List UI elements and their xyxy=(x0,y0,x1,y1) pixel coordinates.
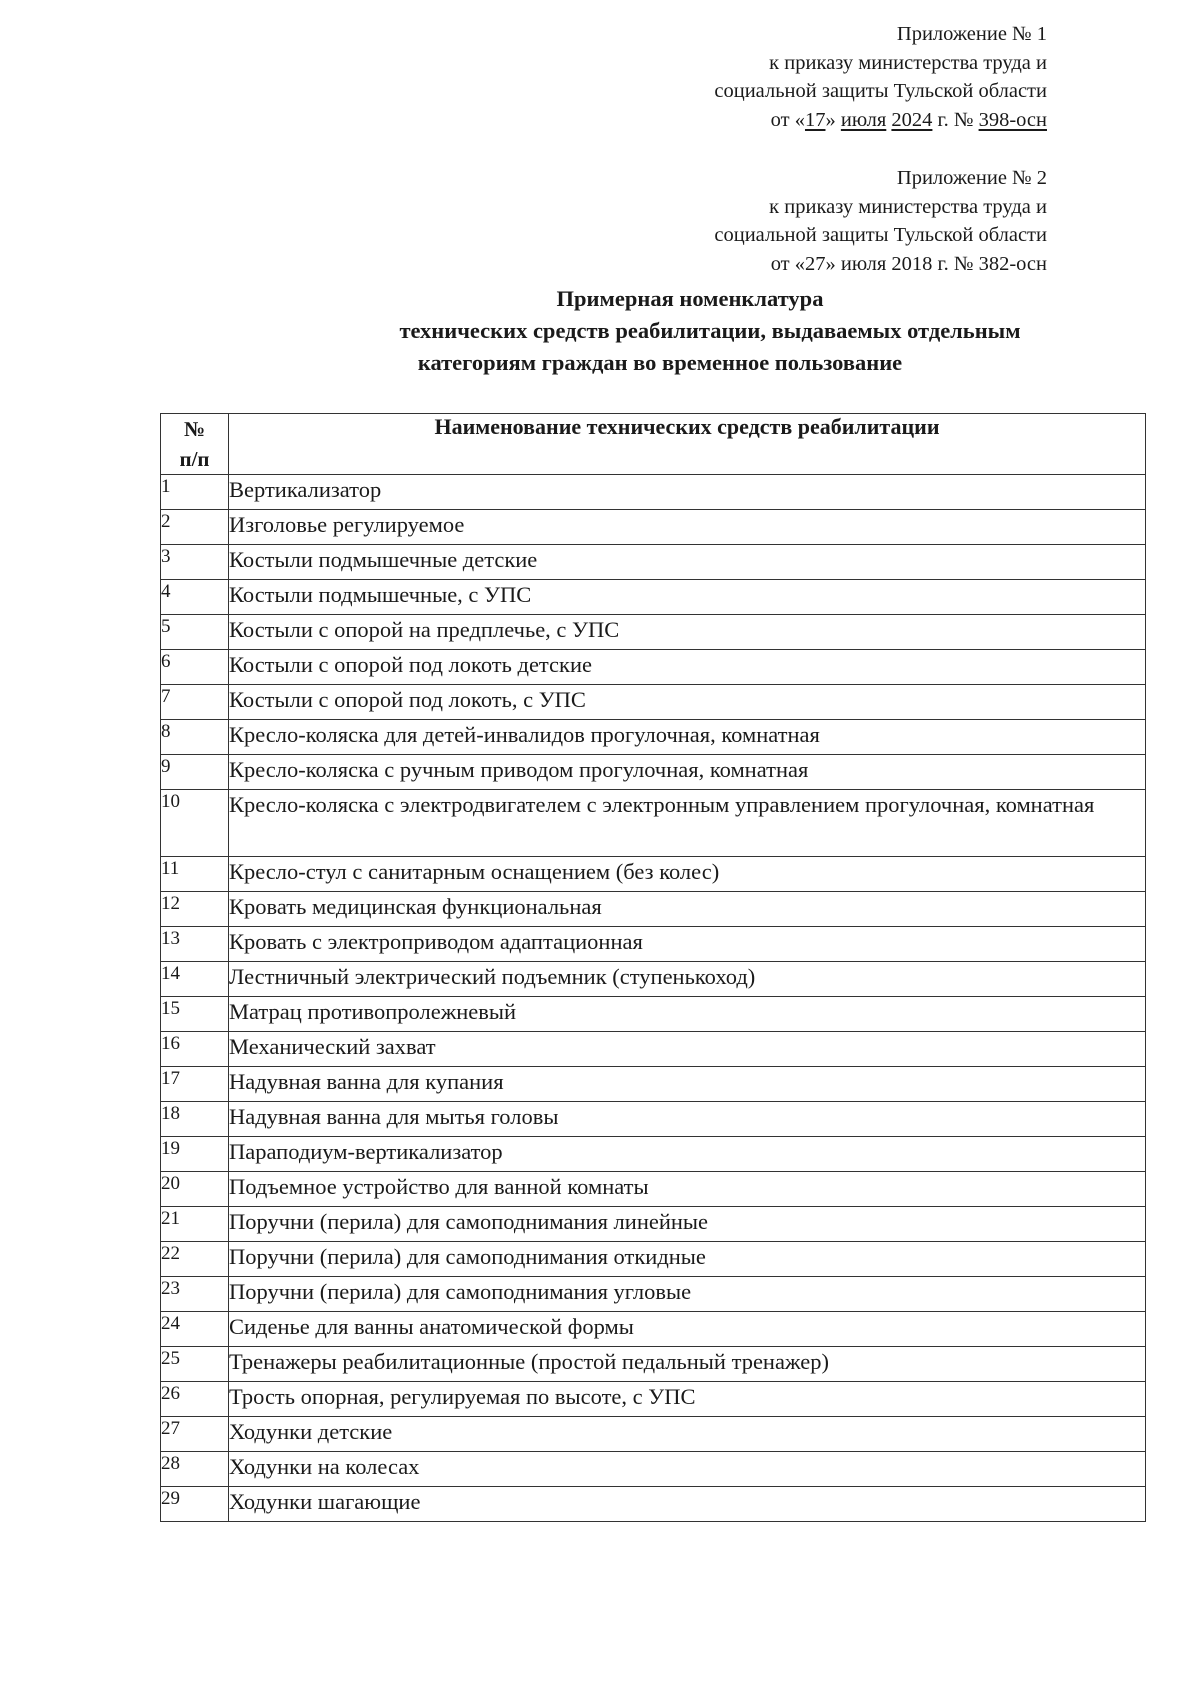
table-row xyxy=(161,1452,1146,1487)
table-row xyxy=(161,580,1146,615)
row-number: 2 xyxy=(161,510,229,545)
row-number: 25 xyxy=(161,1347,229,1382)
row-equipment-name: Надувная ванна для купания xyxy=(229,1067,1146,1102)
row-number: 14 xyxy=(161,962,229,997)
annex-1-date-suffix: г. № xyxy=(932,108,979,131)
document-title-line-2: технических средств реабилитации, выдаваемых отдельным xyxy=(399,318,1021,343)
table-row xyxy=(161,1102,1146,1137)
row-equipment-name: Ходунки шагающие xyxy=(229,1487,1146,1522)
annex-1-order-number: 398-осн xyxy=(978,108,1047,131)
row-number: 10 xyxy=(161,790,229,857)
row-equipment-name: Кровать медицинская функциональная xyxy=(229,892,1146,927)
row-equipment-name: Костыли подмышечные, с УПС xyxy=(229,580,1146,615)
table-row xyxy=(161,857,1146,892)
row-number: 29 xyxy=(161,1487,229,1522)
row-equipment-name: Тренажеры реабилитационные (простой педальный тренажер) xyxy=(229,1347,1146,1382)
annex-2-date-line: от «27» июля 2018 г. № 382-осн xyxy=(770,252,1047,275)
annex-1-header xyxy=(714,20,1047,134)
row-equipment-name: Поручни (перила) для самоподнимания откидные xyxy=(229,1242,1146,1277)
table-row xyxy=(161,1137,1146,1172)
row-number: 12 xyxy=(161,892,229,927)
annex-1-date-month: июля xyxy=(840,108,887,131)
annex-1-date-year: 2024 xyxy=(891,108,933,131)
row-equipment-name: Лестничный электрический подъемник (ступенькоход) xyxy=(229,962,1146,997)
table-body xyxy=(161,475,1146,1522)
annex-1-line-3: социальной защиты Тульской области xyxy=(714,80,1047,102)
row-number: 9 xyxy=(161,755,229,790)
annex-1-title: Приложение № 1 xyxy=(896,23,1047,45)
row-number: 6 xyxy=(161,650,229,685)
row-equipment-name: Подъемное устройство для ванной комнаты xyxy=(229,1172,1146,1207)
document-title xyxy=(290,283,1090,379)
row-number: 13 xyxy=(161,927,229,962)
row-equipment-name: Изголовье регулируемое xyxy=(229,510,1146,545)
table-row xyxy=(161,790,1146,857)
row-equipment-name: Поручни (перила) для самоподнимания угловые xyxy=(229,1277,1146,1312)
row-equipment-name: Кресло-коляска с ручным приводом прогулочная, комнатная xyxy=(229,755,1146,790)
row-number: 17 xyxy=(161,1067,229,1102)
row-equipment-name: Поручни (перила) для самоподнимания линейные xyxy=(229,1207,1146,1242)
table-row xyxy=(161,1277,1146,1312)
annex-1-date-day: 17 xyxy=(804,108,826,131)
column-header-number-sign: № xyxy=(183,417,206,441)
row-number: 5 xyxy=(161,615,229,650)
table-row xyxy=(161,685,1146,720)
annex-1-date-prefix: от « xyxy=(770,108,805,131)
row-equipment-name: Кресло-коляска с электродвигателем с электронным управлением прогулочная, комнатная xyxy=(229,790,1146,857)
row-equipment-name: Сиденье для ванны анатомической формы xyxy=(229,1312,1146,1347)
row-equipment-name: Матрац противопролежневый xyxy=(229,997,1146,1032)
table-row xyxy=(161,1242,1146,1277)
column-header-number-abbr: п/п xyxy=(179,447,210,471)
document-title-line-3: категориям граждан во временное пользование xyxy=(417,350,903,375)
annex-2-line-3: социальной защиты Тульской области xyxy=(714,224,1047,246)
table-row xyxy=(161,962,1146,997)
table-row xyxy=(161,1312,1146,1347)
row-equipment-name: Вертикализатор xyxy=(229,475,1146,510)
table-row xyxy=(161,1347,1146,1382)
table-row xyxy=(161,1417,1146,1452)
annex-1-line-2: к приказу министерства труда и xyxy=(769,51,1047,74)
annex-2-header xyxy=(714,164,1047,278)
table-row xyxy=(161,545,1146,580)
row-equipment-name: Костыли с опорой под локоть, с УПС xyxy=(229,685,1146,720)
row-equipment-name: Надувная ванна для мытья головы xyxy=(229,1102,1146,1137)
row-number: 26 xyxy=(161,1382,229,1417)
row-equipment-name: Ходунки детские xyxy=(229,1417,1146,1452)
row-equipment-name: Костыли с опорой под локоть детские xyxy=(229,650,1146,685)
table-row xyxy=(161,997,1146,1032)
table-row xyxy=(161,650,1146,685)
row-number: 7 xyxy=(161,685,229,720)
row-number: 21 xyxy=(161,1207,229,1242)
annex-2-title: Приложение № 2 xyxy=(896,167,1047,189)
row-number: 8 xyxy=(161,720,229,755)
row-equipment-name: Кресло-стул с санитарным оснащением (без колес) xyxy=(229,857,1146,892)
column-header-number xyxy=(161,414,229,475)
table-header-row xyxy=(161,414,1146,475)
row-equipment-name: Ходунки на колесах xyxy=(229,1452,1146,1487)
row-equipment-name: Кресло-коляска для детей-инвалидов прогулочная, комнатная xyxy=(229,720,1146,755)
table-row xyxy=(161,1487,1146,1522)
row-number: 23 xyxy=(161,1277,229,1312)
table-row xyxy=(161,615,1146,650)
row-number: 16 xyxy=(161,1032,229,1067)
table-row xyxy=(161,1067,1146,1102)
table-row xyxy=(161,927,1146,962)
rehab-equipment-table xyxy=(160,413,1146,1522)
annex-1-date-line xyxy=(714,106,1047,135)
row-equipment-name: Трость опорная, регулируемая по высоте, с УПС xyxy=(229,1382,1146,1417)
table-row xyxy=(161,755,1146,790)
table-row xyxy=(161,1032,1146,1067)
row-equipment-name: Костыли подмышечные детские xyxy=(229,545,1146,580)
row-number: 18 xyxy=(161,1102,229,1137)
row-equipment-name: Механический захват xyxy=(229,1032,1146,1067)
row-number: 28 xyxy=(161,1452,229,1487)
table-row xyxy=(161,892,1146,927)
row-number: 15 xyxy=(161,997,229,1032)
row-number: 1 xyxy=(161,475,229,510)
annex-2-line-2: к приказу министерства труда и xyxy=(769,195,1047,218)
row-number: 27 xyxy=(161,1417,229,1452)
table-row xyxy=(161,510,1146,545)
row-number: 24 xyxy=(161,1312,229,1347)
row-number: 4 xyxy=(161,580,229,615)
row-equipment-name: Костыли с опорой на предплечье, с УПС xyxy=(229,615,1146,650)
row-equipment-name: Параподиум-вертикализатор xyxy=(229,1137,1146,1172)
table-row xyxy=(161,1207,1146,1242)
annex-1-date-mid: » xyxy=(825,108,841,131)
table-row xyxy=(161,720,1146,755)
row-equipment-name: Кровать с электроприводом адаптационная xyxy=(229,927,1146,962)
table-row xyxy=(161,475,1146,510)
document-title-line-1: Примерная номенклатура xyxy=(556,286,824,311)
row-number: 20 xyxy=(161,1172,229,1207)
column-header-name: Наименование технических средств реабилитации xyxy=(229,414,1146,475)
row-number: 3 xyxy=(161,545,229,580)
row-number: 19 xyxy=(161,1137,229,1172)
table-row xyxy=(161,1172,1146,1207)
table-row xyxy=(161,1382,1146,1417)
row-number: 22 xyxy=(161,1242,229,1277)
row-number: 11 xyxy=(161,857,229,892)
